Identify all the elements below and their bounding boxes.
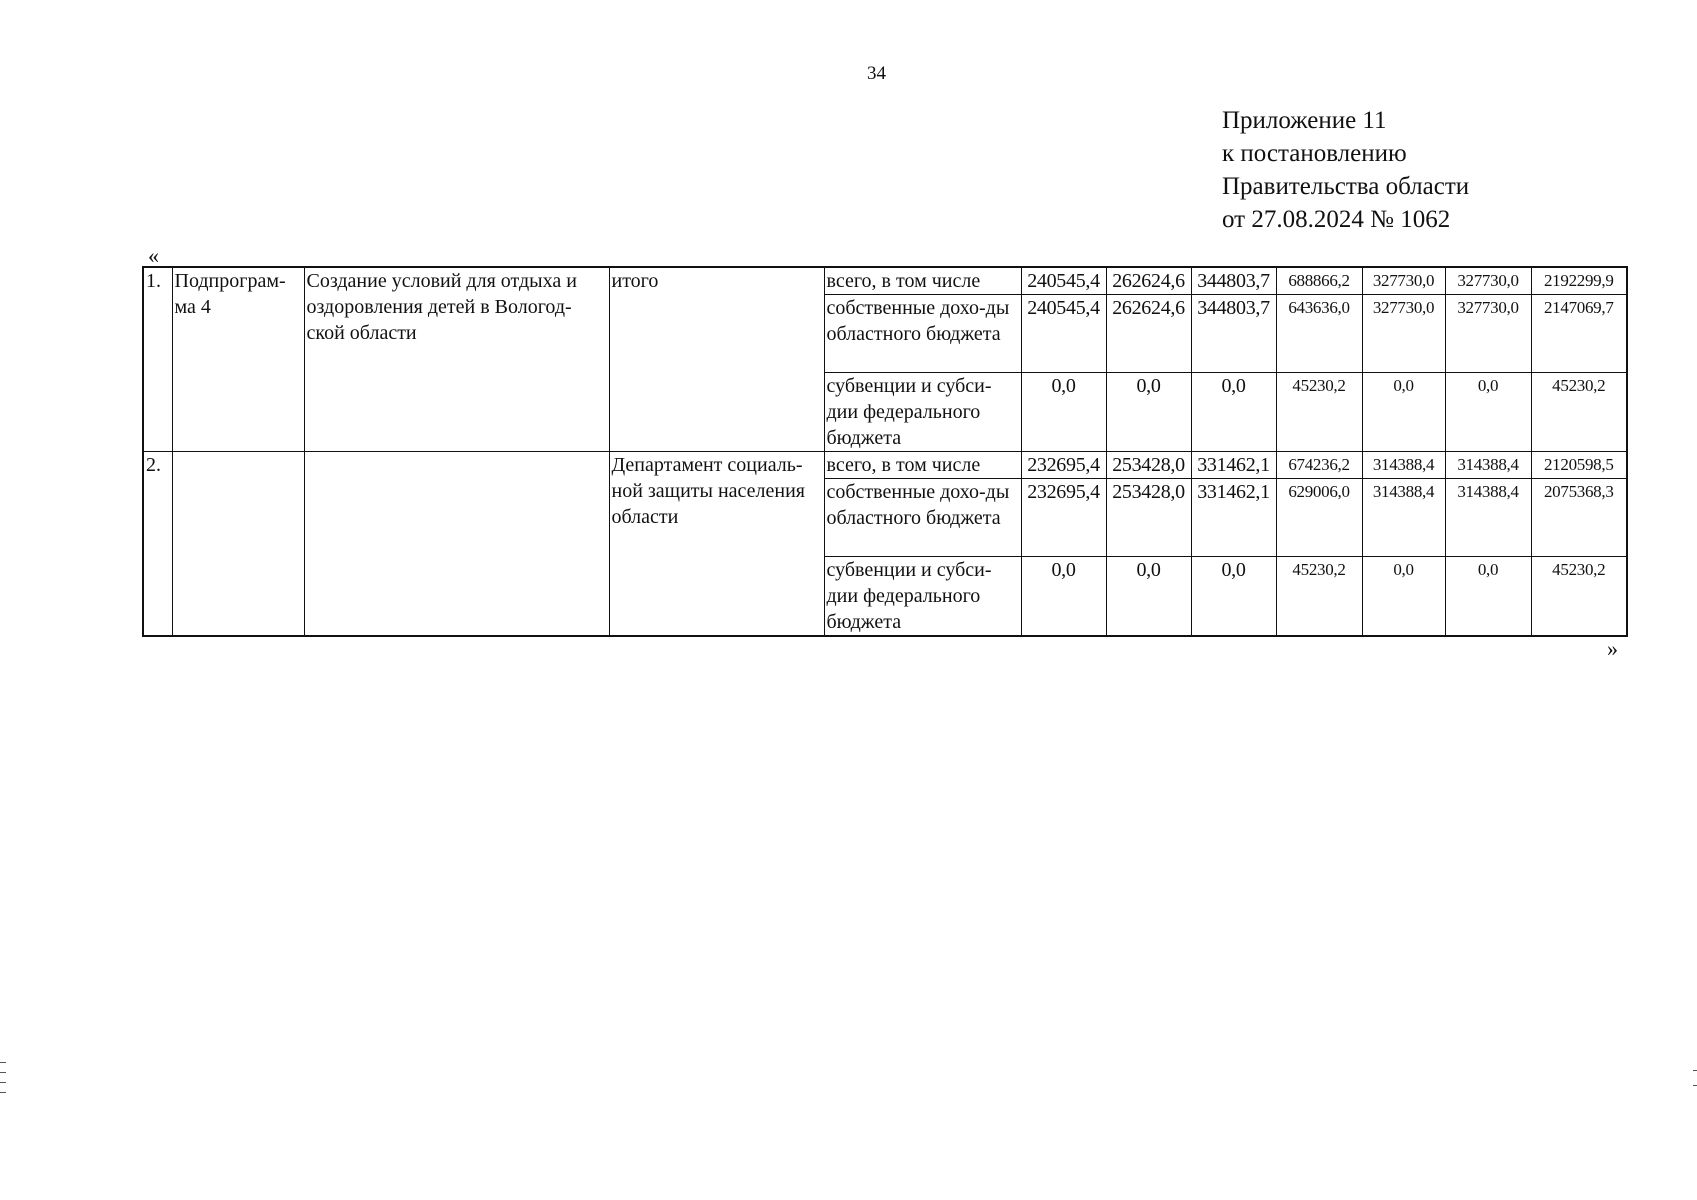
- value-cell: 2147069,7: [1531, 295, 1627, 373]
- scan-artifact-right: [1693, 1070, 1697, 1071]
- value-cell: 314388,4: [1445, 479, 1531, 557]
- value-cell: 629006,0: [1276, 479, 1362, 557]
- value-cell: 0,0: [1362, 557, 1445, 637]
- value-cell: 314388,4: [1362, 452, 1445, 479]
- appendix-block: [1222, 104, 1469, 236]
- row-number: 2.: [143, 452, 172, 637]
- value-cell: 643636,0: [1276, 295, 1362, 373]
- value-cell: 45230,2: [1531, 373, 1627, 452]
- table-row: [143, 452, 1627, 479]
- appendix-line: к постановлению: [1222, 140, 1407, 167]
- value-cell: 232695,4: [1021, 479, 1106, 557]
- scan-artifact-left: [0, 1092, 6, 1093]
- value-cell: 327730,0: [1445, 295, 1531, 373]
- page-number: 34: [867, 63, 886, 84]
- value-cell: 314388,4: [1445, 452, 1531, 479]
- value-cell: 262624,6: [1106, 295, 1191, 373]
- scan-artifact-right: [1693, 1085, 1697, 1086]
- value-cell: 688866,2: [1276, 267, 1362, 295]
- value-cell: 0,0: [1191, 373, 1276, 452]
- value-cell: 0,0: [1191, 557, 1276, 637]
- scan-artifact-left: [0, 1062, 6, 1063]
- value-cell: 327730,0: [1362, 295, 1445, 373]
- program-name: Подпрограм-ма 4: [172, 267, 304, 452]
- appendix-line: Приложение 11: [1222, 107, 1387, 134]
- value-cell: 262624,6: [1106, 267, 1191, 295]
- value-cell: 2192299,9: [1531, 267, 1627, 295]
- funding-source: собственные дохо-ды областного бюджета: [824, 479, 1021, 557]
- value-cell: 674236,2: [1276, 452, 1362, 479]
- appendix-line: от 27.08.2024 № 1062: [1222, 206, 1451, 233]
- value-cell: 2075368,3: [1531, 479, 1627, 557]
- funding-source: всего, в том числе: [824, 452, 1021, 479]
- executor: итого: [609, 267, 824, 452]
- value-cell: 253428,0: [1106, 452, 1191, 479]
- value-cell: 0,0: [1445, 373, 1531, 452]
- value-cell: 0,0: [1021, 373, 1106, 452]
- table-row: [143, 267, 1627, 295]
- budget-table: [142, 266, 1628, 637]
- value-cell: 45230,2: [1276, 373, 1362, 452]
- value-cell: 0,0: [1445, 557, 1531, 637]
- appendix-line: Правительства области: [1222, 173, 1470, 200]
- scan-artifact-left: [0, 1082, 6, 1083]
- value-cell: 331462,1: [1191, 479, 1276, 557]
- value-cell: 0,0: [1106, 373, 1191, 452]
- value-cell: 327730,0: [1362, 267, 1445, 295]
- value-cell: 0,0: [1362, 373, 1445, 452]
- program-name: [172, 452, 304, 637]
- scan-artifact-left: [0, 1072, 6, 1073]
- funding-source: всего, в том числе: [824, 267, 1021, 295]
- opening-quote: «: [148, 243, 159, 268]
- row-number: 1.: [143, 267, 172, 452]
- value-cell: 0,0: [1021, 557, 1106, 637]
- value-cell: 344803,7: [1191, 267, 1276, 295]
- value-cell: 240545,4: [1021, 267, 1106, 295]
- value-cell: 344803,7: [1191, 295, 1276, 373]
- value-cell: 0,0: [1106, 557, 1191, 637]
- value-cell: 240545,4: [1021, 295, 1106, 373]
- value-cell: 45230,2: [1276, 557, 1362, 637]
- funding-source: субвенции и субси-дии федерального бюджета: [824, 373, 1021, 452]
- funding-source: субвенции и субси-дии федерального бюджета: [824, 557, 1021, 637]
- value-cell: 253428,0: [1106, 479, 1191, 557]
- executor: Департамент социаль-ной защиты населения области: [609, 452, 824, 637]
- value-cell: 232695,4: [1021, 452, 1106, 479]
- value-cell: 327730,0: [1445, 267, 1531, 295]
- funding-source: собственные дохо-ды областного бюджета: [824, 295, 1021, 373]
- value-cell: 2120598,5: [1531, 452, 1627, 479]
- value-cell: 331462,1: [1191, 452, 1276, 479]
- program-title: Создание условий для отдыха и оздоровления детей в Вологод-ской области: [304, 267, 609, 452]
- program-title: [304, 452, 609, 637]
- closing-quote: »: [1607, 636, 1618, 661]
- value-cell: 45230,2: [1531, 557, 1627, 637]
- value-cell: 314388,4: [1362, 479, 1445, 557]
